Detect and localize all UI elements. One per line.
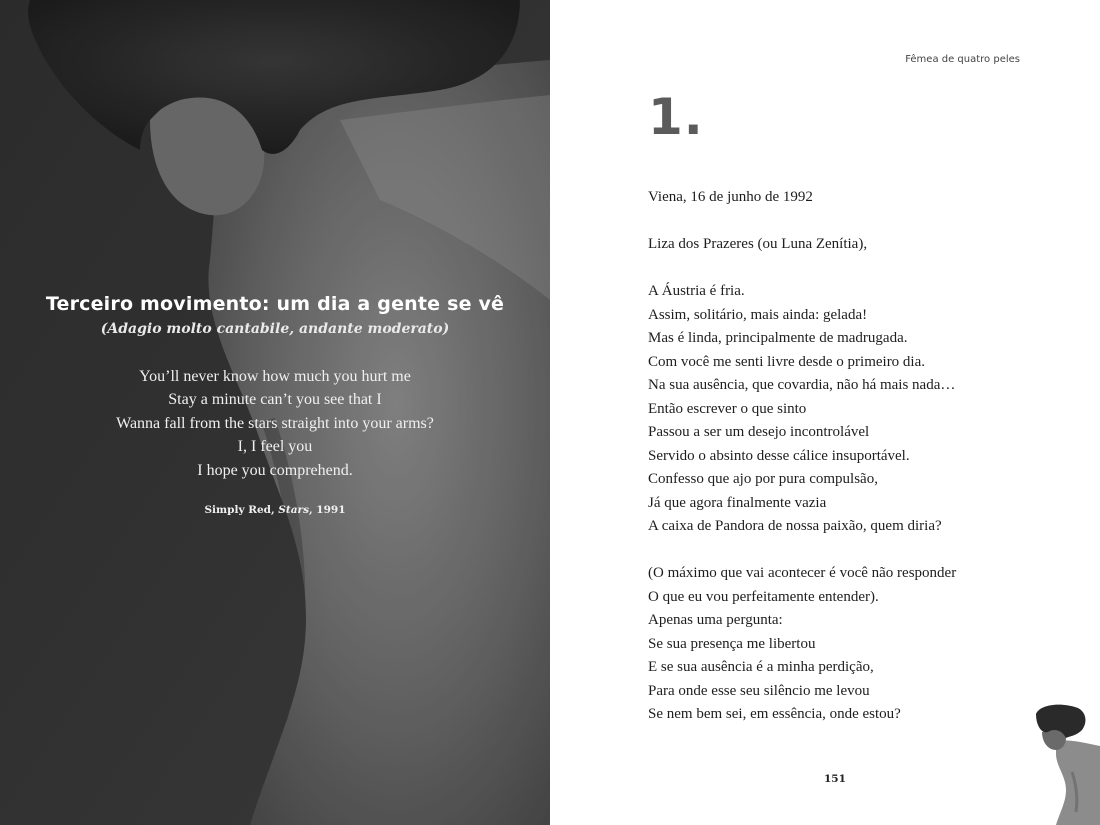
salutation: Liza dos Prazeres (ou Luna Zenítia),: [648, 236, 868, 252]
verse-line: Já que agora finalmente vazia: [648, 494, 827, 511]
dateline: Viena, 16 de junho de 1992: [648, 189, 813, 205]
verse-line: (O máximo que vai acontecer é você não responder: [648, 565, 957, 581]
verse-line: O que eu vou perfeitamente entender).: [648, 588, 879, 605]
credit-year: , 1991: [308, 504, 346, 517]
corner-portrait-thumbnail: [1032, 702, 1100, 825]
stanza-2: [648, 562, 1048, 727]
lyric-line: I, I feel you: [237, 438, 313, 456]
song-lyrics: [0, 365, 550, 482]
verse-line: Para onde esse seu silêncio me levou: [648, 682, 870, 699]
verse-line: Mas é linda, principalmente de madrugada.: [648, 330, 908, 346]
song-credit: [0, 504, 550, 516]
verse-line: Servido o absinto desse cálice insuportável.: [648, 447, 910, 464]
verse-line: A caixa de Pandora de nossa paixão, quem diria?: [648, 518, 942, 534]
right-page: [550, 0, 1100, 825]
stanza-1: [648, 280, 1048, 539]
credit-work: Stars: [278, 504, 309, 517]
page-number: 151: [824, 773, 846, 785]
verse-line: A Áustria é fria.: [648, 283, 745, 299]
lyric-line: Wanna fall from the stars straight into your arms?: [116, 414, 434, 432]
verse-line: Se sua presença me libertou: [648, 635, 816, 652]
chapter-number: 1.: [648, 88, 704, 146]
lyric-line: Stay a minute can’t you see that I: [168, 391, 382, 409]
movement-subtitle: (Adagio molto cantabile, andante moderato): [100, 321, 450, 337]
letter-body: [648, 186, 1048, 727]
verse-line: E se sua ausência é a minha perdição,: [648, 659, 874, 675]
movement-title: Terceiro movimento: um dia a gente se vê: [45, 293, 505, 315]
lyric-line: You’ll never know how much you hurt me: [139, 368, 411, 385]
verse-line: Com você me senti livre desde o primeiro dia.: [648, 353, 926, 370]
running-head: Fêmea de quatro peles: [905, 54, 1020, 65]
verse-line: Então escrever o que sinto: [648, 400, 807, 417]
verse-line: Na sua ausência, que covardia, não há mais nada…: [648, 377, 956, 393]
lyric-line: I hope you comprehend.: [197, 461, 353, 479]
verse-line: Confesso que ajo por pura compulsão,: [648, 471, 878, 487]
verse-line: Assim, solitário, mais ainda: gelada!: [648, 306, 868, 323]
verse-line: Se nem bem sei, em essência, onde estou?: [648, 706, 901, 722]
credit-artist: Simply Red,: [204, 504, 275, 517]
epigraph-block: [0, 293, 550, 516]
verse-line: Apenas uma pergunta:: [648, 612, 783, 628]
verse-line: Passou a ser um desejo incontrolável: [648, 424, 870, 440]
